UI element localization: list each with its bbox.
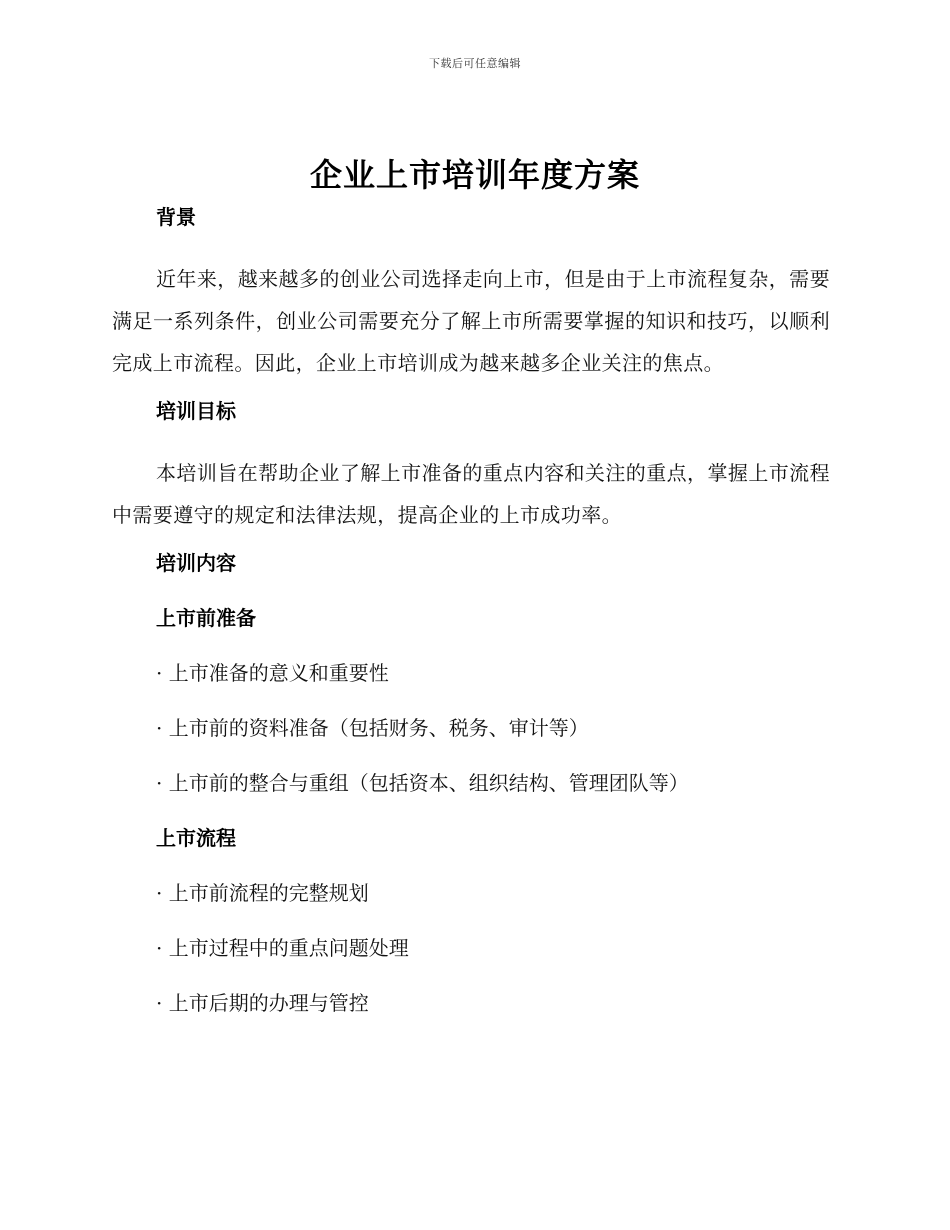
list-item: · 上市过程中的重点问题处理 [156,936,409,960]
list-item: · 上市前流程的完整规划 [156,881,369,905]
list-item: · 上市前的资料准备（包括财务、税务、审计等） [156,716,589,740]
background-paragraph: 近年来，越来越多的创业公司选择走向上市，但是由于上市流程复杂，需要满足一系列条件，创业公司需要充分了解上市所需要掌握的知识和技巧，以顺利完成上市流程。因此，企业上市培训成为越来越多企业关注的焦点。 [112,267,830,375]
section-heading-content: 培训内容 [156,551,236,575]
list-item: · 上市前的整合与重组（包括资本、组织结构、管理团队等） [156,771,689,795]
document-body [112,203,830,1044]
section-heading-goal: 培训目标 [156,399,236,423]
list-item: · 上市准备的意义和重要性 [156,661,389,685]
header-note: 下载后可任意编辑 [429,57,521,70]
section-heading-background: 背景 [156,205,196,229]
subheading-pre-listing: 上市前准备 [156,606,256,630]
goal-paragraph: 本培训旨在帮助企业了解上市准备的重点内容和关注的重点，掌握上市流程中需要遵守的规定和法律法规，提高企业的上市成功率。 [112,461,830,527]
list-item: · 上市后期的办理与管控 [156,991,369,1015]
subheading-process: 上市流程 [156,826,236,850]
document-title: 企业上市培训年度方案 [309,156,640,194]
